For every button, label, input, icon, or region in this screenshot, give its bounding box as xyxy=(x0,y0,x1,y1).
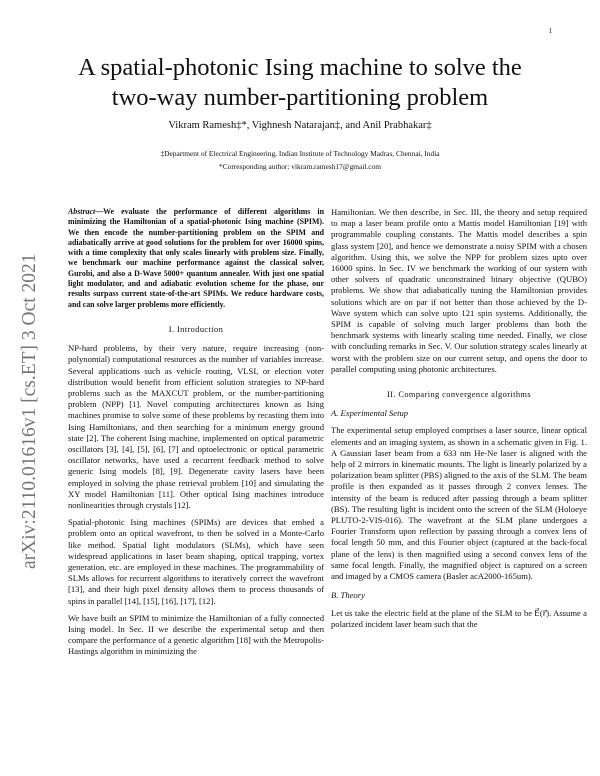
section-1-heading: I. Introduction xyxy=(168,324,224,334)
intro-paragraph-1: NP-hard problems, by their very nature, require increasing (non-polynomial) computational resources as the number of variables increase. Several applications such as vehicle routing, VLSI, or election voter distribution would benefit from efficient solution strategies to NP-hard problems such as the MAXCUT problem, or the number-partitioning problem (NPP) [1]. Novel computing architectures known as Ising machines promise to solve some of these problems by recasting them into Ising Hamiltonians, and then searching for a minimum energy ground state [2]. The coherent Ising machine, implemented on optical parametric oscillators [3], [4], [5], [6], [7] and optoelectronic or optical parametric oscillator networks, have used a recurrent feedback method to solve generic Ising models [8], [9]. Degenerate cavity lasers have been employed in solving the phase retrieval problem [10] and simulating the XY model Hamiltonian [11]. Other optical Ising machines introduce nonlinearities through crystals [12]. xyxy=(68,343,324,511)
title-line-2: two-way number-partitioning problem xyxy=(111,84,489,111)
arxiv-stamp xyxy=(2,195,52,575)
right-paragraph-1: Hamiltonian. We then describe, in Sec. III, the theory and setup required to map a laser beam profile onto a Mattis model Hamiltonian [19] with programmable coupling constants. The Mattis model describes a spin glass system [20], and hence we demonstrate a noisy SPIM with a chosen algorithm. Using this, we solve the NPP for problem sizes upto over 16000 spins. In Sec. IV we benchmark the working of our system with other solvers of quadratic unconstrained binary objective (QUBO) problems. We show that adiabatically tuning the Hamiltonian provides solutions which are on par if not better than those achieved by the D-Wave system which can solve upto 121 spin systems. Additionally, the SPIM is capable of solving much larger problems than both the benchmark systems with linearly scaling time needed. Finally, we close with concluding remarks in Sec. V. Our solution strategy scales linearly at worst with the problem size on our current setup, and opens the door to parallel computing using photonic architectures. xyxy=(331,207,587,374)
subsection-b-heading: B. Theory xyxy=(331,590,365,601)
abstract-text: —We evaluate the performance of different algorithms in minimizing the Hamiltonian of a spatial-photonic Ising machine (SPIM). We then encode the number-partitioning problem on the SPIM and adiabatically arrive at good solutions for the problem for over 16000 spins, with a time complexity that only scales linearly with problem size. Finally, we benchmark our machine performance against the classical solver, Gurobi, and also a D-Wave 5000+ quantum annealer. With just one spatial light modulator, and and adiabatic evolution scheme for the phase, our results surpass current state-of-the-art SPIMs. We reduce hardware costs, and can solve larger problems more efficiently. xyxy=(68,207,324,309)
page-number: 1 xyxy=(548,27,552,35)
left-column xyxy=(68,207,324,664)
right-column xyxy=(331,207,587,636)
section-2-heading: II. Comparing convergence algorithms xyxy=(386,390,532,400)
theory-paragraph: Let us take the electric field at the plane of the SLM to be E⃗(r⃗). Assume a polarized incident laser beam such that the xyxy=(331,607,587,629)
setup-paragraph: The experimental setup employed comprises a laser source, linear optical elements and an imaging system, as shown in a schematic given in Fig. 1. A Gaussian laser beam from a 633 nm He-Ne laser is aligned with the help of 2 mirrors in kinematic mounts. The light is linearly polarized by a polarization beam splitter (PBS) aligned to the axis of the SLM. The beam profile is then expanded as it passes through 2 convex lenses. The intensity of the beam is reduced after passing through a beam splitter (BS). The resulting light is incident onto the screen of the SLM (Holoeye PLUTO-2-VIS-016). The wavefront at the SLM plane undergoes a Fourier Transform upon reflection by passing through a convex lens of focal length 50 mm, and this Fourier object (captured at the back-focal plane of the lens) is then magnified using a second convex lens of the same focal length. Finally, the magnified object is captured on a screen and imaged by a CMOS camera (Basler acA2000-165um). xyxy=(331,425,587,582)
authors: Vikram Ramesh‡*, Vighnesh Natarajan‡, and Anil Prabhakar‡ xyxy=(168,120,432,131)
corresponding-author: *Corresponding author: vikram.ramesh17@gmail.com xyxy=(219,162,381,171)
affiliation: ‡Department of Electrical Engineering, Indian Institute of Technology Madras, Chennai, India xyxy=(160,149,440,158)
intro-paragraph-2: Spatial-photonic Ising machines (SPIMs) are devices that embed a problem onto an optical wavefront, to then be solved in a Monte-Carlo like method. Spatial light modulators (SLMs), which have seen widespread applications in laser beam shaping, optical trapping, vortex generation, etc. are employed in these machines. The programmability of SLMs allows for recurrent algorithms to iteratively correct the wavefront [13], and their high pixel density allows them to process thousands of spins in parallel [14], [15], [16], [17], [12]. xyxy=(68,517,324,606)
abstract xyxy=(68,207,324,310)
abstract-label: Abstract xyxy=(68,207,96,216)
arxiv-stamp-text: arXiv:2110.01616v1 [cs.ET] 3 Oct 2021 xyxy=(19,253,40,569)
intro-paragraph-3: We have built an SPIM to minimize the Hamiltonian of a fully connected Ising model. In Sec. II we describe the experimental setup and then compare the performance of a genetic algorithm [18] with the Metropolis-Hastings algorithm in minimizing the xyxy=(68,612,324,657)
title-line-1: A spatial-photonic Ising machine to solve the xyxy=(78,54,522,81)
affiliation-block xyxy=(40,147,560,173)
paper-title xyxy=(40,53,560,113)
subsection-a-heading: A. Experimental Setup xyxy=(331,408,409,419)
